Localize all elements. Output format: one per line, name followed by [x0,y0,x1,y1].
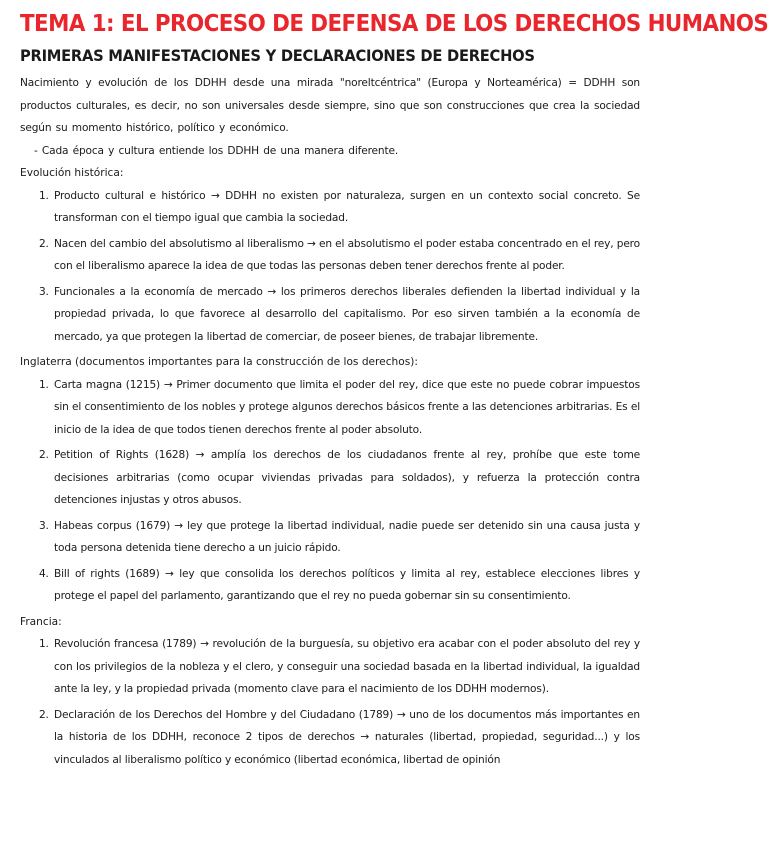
intro-paragraph: Nacimiento y evolución de los DDHH desde una mirada "noreltcéntrica" (Europa y Norteamérica) = DDHH son productos culturales, es decir, no son universales desde siempre, sino que son construcciones que crea la sociedad según su momento histórico, político y económico. [20,77,640,134]
intro-note: - Cada época y cultura entiende los DDHH de una manera diferente. [34,144,399,157]
england-list [20,374,640,608]
list-item: 1. Revolución francesa (1789) → revolución de la burguesía, su objetivo era acabar con el poder absoluto del rey y con los privilegios de la nobleza y el clero, y conseguir una sociedad basada en la libertad individual, la igualdad ante la ley, y la propiedad privada (momento clave para el nacimiento de los DDHH modernos). [52,633,640,701]
list-item: 1. Producto cultural e histórico → DDHH no existen por naturaleza, surgen en un contexto social concreto. Se transforman con el tiempo igual que cambia la sociedad. [52,185,640,230]
list-item: 3. Habeas corpus (1679) → ley que protege la libertad individual, nadie puede ser detenido sin una causa justa y toda persona detenida tiene derecho a un juicio rápido. [52,515,640,560]
list-item: 2. Petition of Rights (1628) → amplía los derechos de los ciudadanos frente al rey, prohíbe que este tome decisiones arbitrarias (como ocupar viviendas privadas para soldados), y refuerza la protección contra detenciones injustas y otros abusos. [52,444,640,512]
list-item: 2. Nacen del cambio del absolutismo al liberalismo → en el absolutismo el poder estaba concentrado en el rey, pero con el liberalismo aparece la idea de que todas las personas deben tener derechos frente al poder. [52,233,640,278]
evolution-heading: Evolución histórica: [20,167,124,179]
list-item: 3. Funcionales a la economía de mercado → los primeros derechos liberales defienden la libertad individual y la propiedad privada, lo que favorece al desarrollo del capitalismo. Por eso sirven también a la economía de mercado, ya que protegen la libertad de comerciar, de poseer bienes, de trabajar libremente. [52,281,640,349]
section-subtitle: PRIMERAS MANIFESTACIONES Y DECLARACIONES DE DERECHOS [20,46,535,65]
evolution-list [20,185,640,349]
list-item: 2. Declaración de los Derechos del Hombre y del Ciudadano (1789) → uno de los documentos más importantes en la historia de los DDHH, reconoce 2 tipos de derechos → naturales (libertad, propiedad, seguridad...) y los vinculados al liberalismo político y económico (libertad económica, libertad de opinión [52,704,640,772]
page-title: TEMA 1: EL PROCESO DE DEFENSA DE LOS DERECHOS HUMANOS [20,11,768,37]
list-item: 4. Bill of rights (1689) → ley que consolida los derechos políticos y limita al rey, establece elecciones libres y protege el papel del parlamento, garantizando que el rey no pueda gobernar sin su consentimiento. [52,563,640,608]
france-heading: Francia: [20,615,62,628]
england-heading: Inglaterra (documentos importantes para la construcción de los derechos): [20,356,418,368]
list-item: 1. Carta magna (1215) → Primer documento que limita el poder del rey, dice que este no puede cobrar impuestos sin el consentimiento de los nobles y protege algunos derechos básicos frente a las detenciones arbitrarias. Es el inicio de la idea de que todos tienen derechos frente al poder absoluto. [52,374,640,442]
france-list [20,633,640,771]
